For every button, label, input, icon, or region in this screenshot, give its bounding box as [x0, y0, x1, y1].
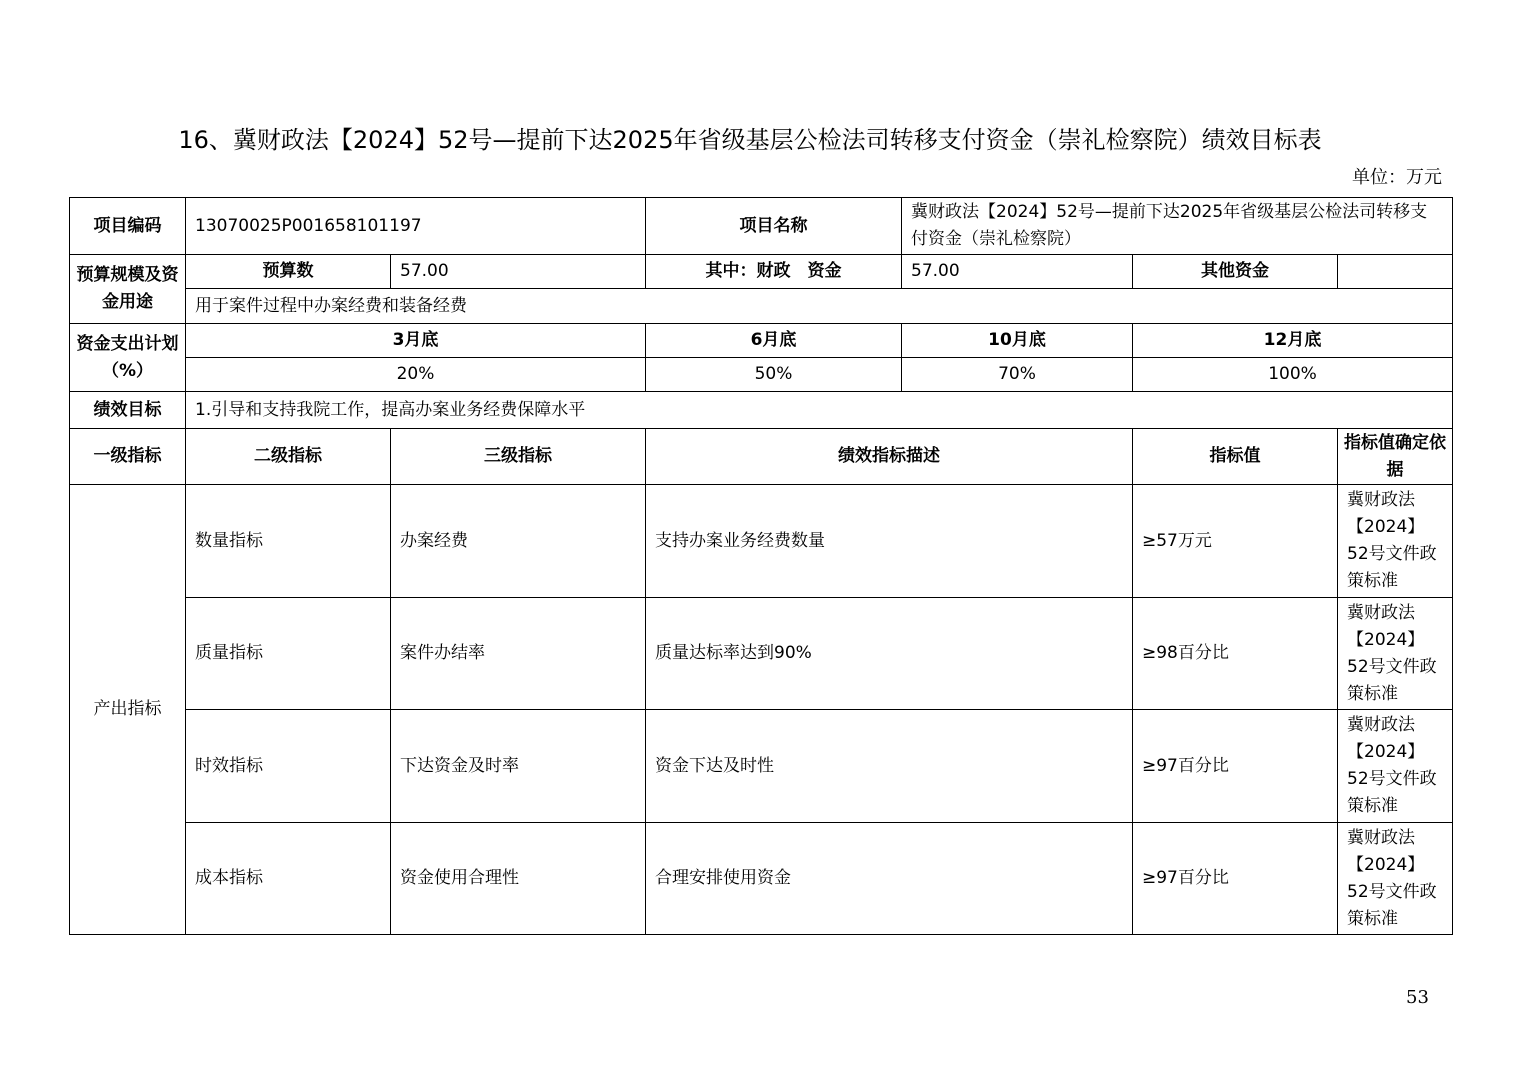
basis-cell: 冀财政法【2024】52号文件政策标准: [1338, 823, 1453, 935]
description-cell: 合理安排使用资金: [646, 823, 1133, 935]
basis-cell: 冀财政法【2024】52号文件政策标准: [1338, 598, 1453, 710]
project-code-label: 项目编码: [70, 198, 186, 255]
plan-value-december: 100%: [1133, 358, 1453, 392]
table-row: [70, 485, 1453, 598]
description-cell: 质量达标率达到90%: [646, 598, 1133, 710]
header-level2: 二级指标: [186, 429, 391, 485]
plan-period-october: 10月底: [902, 324, 1133, 358]
page-number: 53: [1406, 987, 1429, 1008]
budget-amount-label: 预算数: [186, 255, 391, 289]
level3-cell: 办案经费: [391, 485, 646, 598]
plan-period-march: 3月底: [186, 324, 646, 358]
basis-cell: 冀财政法【2024】52号文件政策标准: [1338, 485, 1453, 598]
performance-goal-value: 1.引导和支持我院工作，提高办案业务经费保障水平: [186, 392, 1453, 429]
performance-goal-label: 绩效目标: [70, 392, 186, 429]
page-title: 16、冀财政法【2024】52号—提前下达2025年省级基层公检法司转移支付资金（崇礼检察院）绩效目标表: [178, 126, 1322, 154]
performance-table: [69, 197, 1453, 935]
table-row: [70, 710, 1453, 823]
plan-value-october: 70%: [902, 358, 1133, 392]
header-description: 绩效指标描述: [646, 429, 1133, 485]
value-cell: ≥97百分比: [1133, 823, 1338, 935]
fiscal-fund-value: 57.00: [902, 255, 1133, 289]
description-cell: 资金下达及时性: [646, 710, 1133, 823]
header-value: 指标值: [1133, 429, 1338, 485]
unit-label: 单位：万元: [1352, 167, 1442, 188]
table-row: [70, 823, 1453, 935]
description-cell: 支持办案业务经费数量: [646, 485, 1133, 598]
header-basis: 指标值确定依据: [1338, 429, 1453, 485]
table-row: [70, 598, 1453, 710]
header-level3: 三级指标: [391, 429, 646, 485]
level2-cell: 数量指标: [186, 485, 391, 598]
plan-period-june: 6月底: [646, 324, 902, 358]
budget-amount-value: 57.00: [391, 255, 646, 289]
project-name-value: 冀财政法【2024】52号—提前下达2025年省级基层公检法司转移支付资金（崇礼检察院）: [902, 198, 1453, 255]
level3-cell: 案件办结率: [391, 598, 646, 710]
spending-plan-label: 资金支出计划（%）: [70, 324, 186, 392]
plan-value-march: 20%: [186, 358, 646, 392]
level3-cell: 下达资金及时率: [391, 710, 646, 823]
fund-usage-value: 用于案件过程中办案经费和装备经费: [186, 289, 1453, 324]
level2-cell: 时效指标: [186, 710, 391, 823]
plan-value-june: 50%: [646, 358, 902, 392]
plan-period-december: 12月底: [1133, 324, 1453, 358]
value-cell: ≥98百分比: [1133, 598, 1338, 710]
header-level1: 一级指标: [70, 429, 186, 485]
value-cell: ≥97百分比: [1133, 710, 1338, 823]
level2-cell: 质量指标: [186, 598, 391, 710]
level3-cell: 资金使用合理性: [391, 823, 646, 935]
level2-cell: 成本指标: [186, 823, 391, 935]
basis-cell: 冀财政法【2024】52号文件政策标准: [1338, 710, 1453, 823]
fiscal-fund-label: 其中：财政 资金: [646, 255, 902, 289]
budget-usage-label: 预算规模及资金用途: [70, 255, 186, 324]
other-fund-label: 其他资金: [1133, 255, 1338, 289]
project-name-label: 项目名称: [646, 198, 902, 255]
project-code-value: 13070025P001658101197: [186, 198, 646, 255]
level1-output-indicator: 产出指标: [70, 485, 186, 935]
value-cell: ≥57万元: [1133, 485, 1338, 598]
other-fund-value: [1338, 255, 1453, 289]
